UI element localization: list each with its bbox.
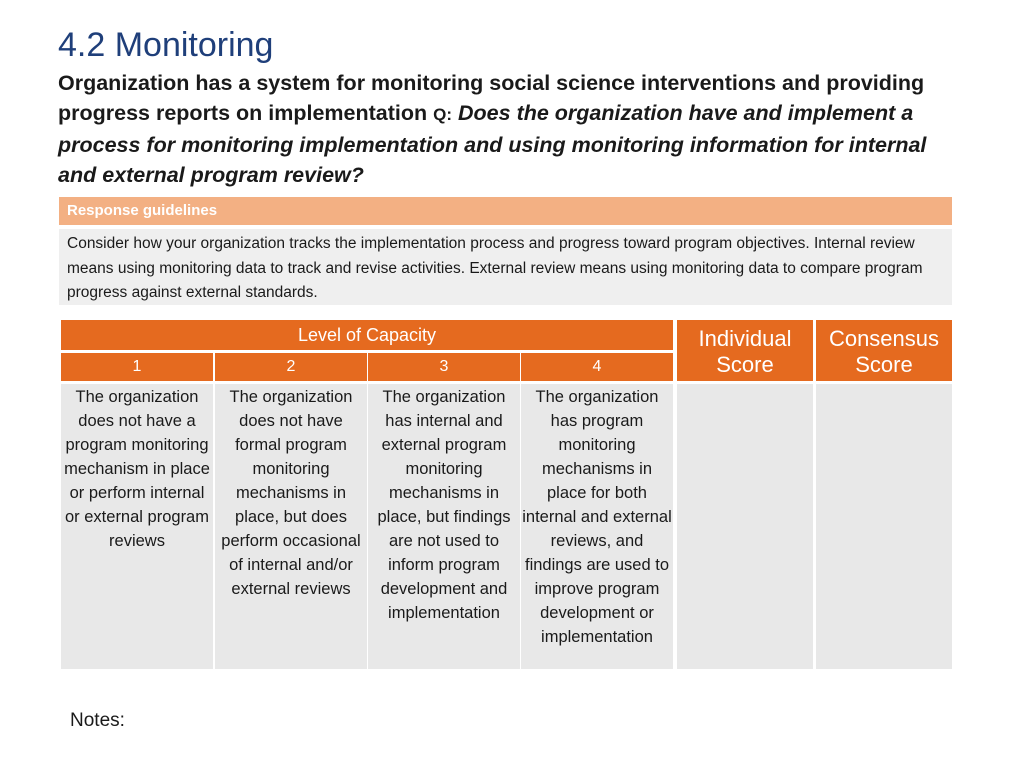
level-3-header: 3	[368, 353, 520, 381]
individual-score-header: Individual Score	[677, 320, 813, 381]
notes-label: Notes:	[70, 710, 125, 731]
level-4-header: 4	[521, 353, 673, 381]
level-1-header: 1	[61, 353, 213, 381]
individual-score-cell[interactable]	[677, 384, 813, 669]
level-4-description: The organization has program monitoring mechanisms in place for both internal and external reviews, and findings are used to improve program development or implementation	[521, 384, 673, 669]
level-3-description: The organization has internal and external program monitoring mechanisms in place, but findings are not used to inform program development and implementation	[368, 384, 520, 669]
question-label: Q:	[433, 105, 453, 124]
level-2-header: 2	[215, 353, 367, 381]
guidelines-header: Response guidelines	[59, 197, 952, 225]
capacity-header: Level of Capacity	[61, 320, 673, 350]
consensus-score-cell[interactable]	[816, 384, 952, 669]
level-2-description: The organization does not have formal program monitoring mechanisms in place, but does perform occasional of internal and/or external reviews	[215, 384, 367, 669]
page-title: 4.2 Monitoring	[58, 26, 274, 64]
subtitle	[58, 68, 968, 190]
consensus-score-header: Consensus Score	[816, 320, 952, 381]
subtitle-statement: Organization has a system for monitoring social science interventions and providing progress reports on implementation	[58, 71, 925, 125]
question-text: Does the organization have and implement a process for monitoring implementation and using monitoring information for internal and external program review?	[58, 101, 927, 187]
guidelines-body: Consider how your organization tracks the implementation process and progress toward program objectives. Internal review means using monitoring data to track and revise activities. External review means using monitoring data to compare program progress against external standards.	[59, 229, 952, 305]
level-1-description: The organization does not have a program monitoring mechanism in place or perform internal or external program reviews	[61, 384, 213, 669]
